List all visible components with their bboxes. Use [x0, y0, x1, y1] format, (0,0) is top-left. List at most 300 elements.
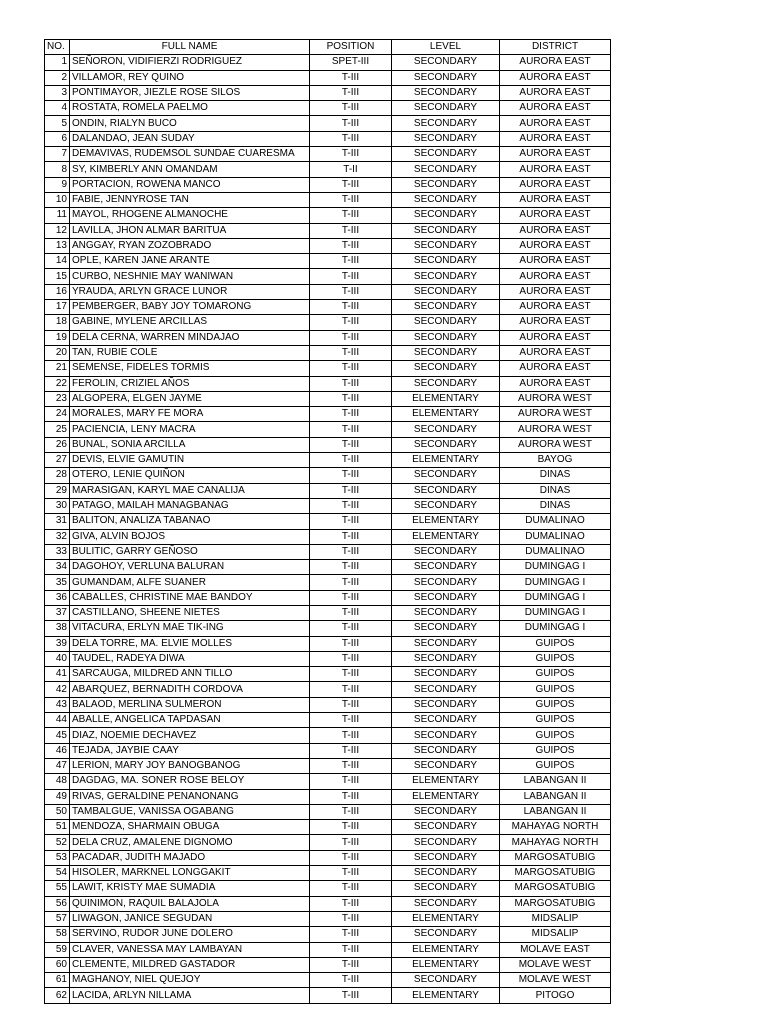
position-cell: T-III	[310, 361, 392, 376]
district-cell: GUIPOS	[500, 636, 611, 651]
full-name-cell: MORALES, MARY FE MORA	[70, 407, 310, 422]
district-cell: AURORA EAST	[500, 284, 611, 299]
teacher-list-table	[44, 39, 611, 1004]
row-number: 48	[45, 774, 70, 789]
district-cell: LABANGAN II	[500, 774, 611, 789]
district-cell: MAHAYAG NORTH	[500, 835, 611, 850]
table-row	[45, 560, 611, 575]
row-number: 3	[45, 85, 70, 100]
level-cell: SECONDARY	[392, 315, 500, 330]
full-name-cell: FABIE, JENNYROSE TAN	[70, 192, 310, 207]
table-row	[45, 147, 611, 162]
position-cell: T-III	[310, 407, 392, 422]
full-name-cell: PONTIMAYOR, JIEZLE ROSE SILOS	[70, 85, 310, 100]
full-name-cell: LIWAGON, JANICE SEGUDAN	[70, 911, 310, 926]
district-cell: AURORA WEST	[500, 437, 611, 452]
table-body	[45, 55, 611, 1003]
position-cell: T-III	[310, 927, 392, 942]
table-row	[45, 223, 611, 238]
position-cell: T-III	[310, 101, 392, 116]
district-cell: MARGOSATUBIG	[500, 896, 611, 911]
level-cell: SECONDARY	[392, 162, 500, 177]
district-cell: DUMINGAG I	[500, 590, 611, 605]
district-cell: AURORA EAST	[500, 300, 611, 315]
district-cell: AURORA EAST	[500, 70, 611, 85]
row-number: 30	[45, 498, 70, 513]
table-row	[45, 774, 611, 789]
level-cell: ELEMENTARY	[392, 391, 500, 406]
position-cell: T-III	[310, 713, 392, 728]
row-number: 16	[45, 284, 70, 299]
full-name-cell: PACADAR, JUDITH MAJADO	[70, 850, 310, 865]
row-number: 4	[45, 101, 70, 116]
full-name-cell: BALAOD, MERLINA SULMERON	[70, 697, 310, 712]
table-row	[45, 621, 611, 636]
table-row	[45, 422, 611, 437]
level-cell: SECONDARY	[392, 835, 500, 850]
district-cell: GUIPOS	[500, 713, 611, 728]
position-cell: T-III	[310, 605, 392, 620]
full-name-cell: ALGOPERA, ELGEN JAYME	[70, 391, 310, 406]
full-name-cell: PACIENCIA, LENY MACRA	[70, 422, 310, 437]
full-name-cell: ROSTATA, ROMELA PAELMO	[70, 101, 310, 116]
position-cell: T-III	[310, 758, 392, 773]
full-name-cell: MAYOL, RHOGENE ALMANOCHE	[70, 208, 310, 223]
level-cell: SECONDARY	[392, 101, 500, 116]
level-cell: SECONDARY	[392, 468, 500, 483]
level-cell: SECONDARY	[392, 70, 500, 85]
row-number: 56	[45, 896, 70, 911]
position-cell: T-III	[310, 131, 392, 146]
table-row	[45, 483, 611, 498]
level-cell: SECONDARY	[392, 284, 500, 299]
district-cell: AURORA EAST	[500, 223, 611, 238]
full-name-cell: DAGDAG, MA. SONER ROSE BELOY	[70, 774, 310, 789]
full-name-cell: LAVILLA, JHON ALMAR BARITUA	[70, 223, 310, 238]
row-number: 15	[45, 269, 70, 284]
table-row	[45, 713, 611, 728]
district-cell: AURORA EAST	[500, 208, 611, 223]
full-name-cell: DIAZ, NOEMIE DECHAVEZ	[70, 728, 310, 743]
full-name-cell: PORTACION, ROWENA MANCO	[70, 177, 310, 192]
position-cell: T-III	[310, 774, 392, 789]
position-cell: T-III	[310, 177, 392, 192]
district-cell: AURORA EAST	[500, 254, 611, 269]
position-cell: T-III	[310, 437, 392, 452]
table-row	[45, 101, 611, 116]
position-cell: T-III	[310, 422, 392, 437]
row-number: 58	[45, 927, 70, 942]
row-number: 47	[45, 758, 70, 773]
district-cell: AURORA EAST	[500, 147, 611, 162]
full-name-cell: MARASIGAN, KARYL MAE CANALIJA	[70, 483, 310, 498]
position-cell: T-III	[310, 238, 392, 253]
full-name-cell: PATAGO, MAILAH MANAGBANAG	[70, 498, 310, 513]
table-row	[45, 177, 611, 192]
level-cell: SECONDARY	[392, 238, 500, 253]
position-cell: T-III	[310, 682, 392, 697]
table-row	[45, 544, 611, 559]
district-cell: DINAS	[500, 498, 611, 513]
district-cell: GUIPOS	[500, 651, 611, 666]
position-cell: T-III	[310, 254, 392, 269]
table-row	[45, 667, 611, 682]
full-name-cell: DELA CRUZ, AMALENE DIGNOMO	[70, 835, 310, 850]
level-cell: SECONDARY	[392, 881, 500, 896]
table-row	[45, 208, 611, 223]
row-number: 54	[45, 866, 70, 881]
full-name-cell: GABINE, MYLENE ARCILLAS	[70, 315, 310, 330]
table-row	[45, 254, 611, 269]
level-cell: SECONDARY	[392, 713, 500, 728]
level-cell: SECONDARY	[392, 177, 500, 192]
district-cell: AURORA EAST	[500, 315, 611, 330]
full-name-cell: OTERO, LENIE QUIÑON	[70, 468, 310, 483]
table-row	[45, 300, 611, 315]
level-cell: SECONDARY	[392, 254, 500, 269]
header-row	[45, 40, 611, 55]
level-cell: ELEMENTARY	[392, 529, 500, 544]
table-row	[45, 116, 611, 131]
full-name-cell: QUINIMON, RAQUIL BALAJOLA	[70, 896, 310, 911]
position-cell: T-III	[310, 208, 392, 223]
level-cell: SECONDARY	[392, 345, 500, 360]
row-number: 5	[45, 116, 70, 131]
district-cell: MOLAVE WEST	[500, 973, 611, 988]
row-number: 2	[45, 70, 70, 85]
district-cell: MOLAVE WEST	[500, 957, 611, 972]
level-cell: SECONDARY	[392, 697, 500, 712]
district-cell: DINAS	[500, 468, 611, 483]
full-name-cell: BUNAL, SONIA ARCILLA	[70, 437, 310, 452]
table-row	[45, 804, 611, 819]
row-number: 57	[45, 911, 70, 926]
row-number: 37	[45, 605, 70, 620]
position-cell: T-III	[310, 70, 392, 85]
table-row	[45, 361, 611, 376]
district-cell: AURORA EAST	[500, 101, 611, 116]
district-cell: MIDSALIP	[500, 911, 611, 926]
table-row	[45, 529, 611, 544]
position-cell: T-III	[310, 850, 392, 865]
level-cell: SECONDARY	[392, 682, 500, 697]
row-number: 36	[45, 590, 70, 605]
position-cell: T-III	[310, 789, 392, 804]
position-cell: T-III	[310, 192, 392, 207]
table-row	[45, 605, 611, 620]
full-name-cell: CLAVER, VANESSA MAY LAMBAYAN	[70, 942, 310, 957]
level-cell: SECONDARY	[392, 973, 500, 988]
table-row	[45, 881, 611, 896]
full-name-cell: TAUDEL, RADEYA DIWA	[70, 651, 310, 666]
table-row	[45, 973, 611, 988]
district-cell: LABANGAN II	[500, 804, 611, 819]
row-number: 19	[45, 330, 70, 345]
table-row	[45, 590, 611, 605]
level-cell: SECONDARY	[392, 483, 500, 498]
table-row	[45, 70, 611, 85]
level-cell: SECONDARY	[392, 636, 500, 651]
position-cell: T-III	[310, 300, 392, 315]
table-row	[45, 514, 611, 529]
level-cell: SECONDARY	[392, 330, 500, 345]
level-cell: ELEMENTARY	[392, 514, 500, 529]
header-no: NO.	[45, 40, 70, 55]
full-name-cell: GUMANDAM, ALFE SUANER	[70, 575, 310, 590]
table-row	[45, 315, 611, 330]
full-name-cell: MENDOZA, SHARMAIN OBUGA	[70, 820, 310, 835]
row-number: 12	[45, 223, 70, 238]
full-name-cell: DEVIS, ELVIE GAMUTIN	[70, 453, 310, 468]
row-number: 13	[45, 238, 70, 253]
row-number: 34	[45, 560, 70, 575]
position-cell: T-III	[310, 942, 392, 957]
district-cell: DUMINGAG I	[500, 605, 611, 620]
position-cell: T-III	[310, 804, 392, 819]
level-cell: ELEMENTARY	[392, 942, 500, 957]
level-cell: ELEMENTARY	[392, 774, 500, 789]
full-name-cell: GIVA, ALVIN BOJOS	[70, 529, 310, 544]
row-number: 20	[45, 345, 70, 360]
district-cell: AURORA WEST	[500, 391, 611, 406]
level-cell: SECONDARY	[392, 820, 500, 835]
full-name-cell: ONDIN, RIALYN BUCO	[70, 116, 310, 131]
position-cell: T-III	[310, 330, 392, 345]
full-name-cell: LAWIT, KRISTY MAE SUMADIA	[70, 881, 310, 896]
level-cell: ELEMENTARY	[392, 789, 500, 804]
district-cell: LABANGAN II	[500, 789, 611, 804]
table-row	[45, 850, 611, 865]
position-cell: T-III	[310, 391, 392, 406]
table-row	[45, 896, 611, 911]
full-name-cell: OPLE, KAREN JANE ARANTE	[70, 254, 310, 269]
full-name-cell: DAGOHOY, VERLUNA BALURAN	[70, 560, 310, 575]
district-cell: MIDSALIP	[500, 927, 611, 942]
level-cell: SECONDARY	[392, 55, 500, 70]
district-cell: AURORA EAST	[500, 345, 611, 360]
table-row	[45, 437, 611, 452]
row-number: 11	[45, 208, 70, 223]
table-row	[45, 835, 611, 850]
row-number: 21	[45, 361, 70, 376]
level-cell: SECONDARY	[392, 927, 500, 942]
table-row	[45, 911, 611, 926]
row-number: 26	[45, 437, 70, 452]
row-number: 32	[45, 529, 70, 544]
district-cell: AURORA EAST	[500, 85, 611, 100]
full-name-cell: DELA CERNA, WARREN MINDAJAO	[70, 330, 310, 345]
position-cell: T-III	[310, 376, 392, 391]
district-cell: AURORA WEST	[500, 407, 611, 422]
row-number: 25	[45, 422, 70, 437]
level-cell: SECONDARY	[392, 85, 500, 100]
level-cell: SECONDARY	[392, 131, 500, 146]
row-number: 59	[45, 942, 70, 957]
table-row	[45, 743, 611, 758]
row-number: 10	[45, 192, 70, 207]
position-cell: T-III	[310, 498, 392, 513]
district-cell: DUMALINAO	[500, 514, 611, 529]
level-cell: ELEMENTARY	[392, 453, 500, 468]
full-name-cell: TEJADA, JAYBIE CAAY	[70, 743, 310, 758]
district-cell: MARGOSATUBIG	[500, 866, 611, 881]
position-cell: T-III	[310, 728, 392, 743]
position-cell: T-III	[310, 315, 392, 330]
table-row	[45, 942, 611, 957]
position-cell: T-III	[310, 529, 392, 544]
table-row	[45, 345, 611, 360]
table-row	[45, 682, 611, 697]
level-cell: SECONDARY	[392, 376, 500, 391]
row-number: 22	[45, 376, 70, 391]
position-cell: T-III	[310, 147, 392, 162]
row-number: 49	[45, 789, 70, 804]
table-row	[45, 162, 611, 177]
level-cell: SECONDARY	[392, 361, 500, 376]
row-number: 46	[45, 743, 70, 758]
position-cell: SPET-III	[310, 55, 392, 70]
table-row	[45, 988, 611, 1003]
level-cell: ELEMENTARY	[392, 407, 500, 422]
position-cell: T-III	[310, 651, 392, 666]
position-cell: T-III	[310, 269, 392, 284]
full-name-cell: VITACURA, ERLYN MAE TIK-ING	[70, 621, 310, 636]
district-cell: GUIPOS	[500, 758, 611, 773]
full-name-cell: DALANDAO, JEAN SUDAY	[70, 131, 310, 146]
row-number: 53	[45, 850, 70, 865]
row-number: 50	[45, 804, 70, 819]
district-cell: MARGOSATUBIG	[500, 881, 611, 896]
row-number: 62	[45, 988, 70, 1003]
table-row	[45, 820, 611, 835]
district-cell: DINAS	[500, 483, 611, 498]
header-position: POSITION	[310, 40, 392, 55]
position-cell: T-III	[310, 453, 392, 468]
full-name-cell: PEMBERGER, BABY JOY TOMARONG	[70, 300, 310, 315]
district-cell: AURORA EAST	[500, 269, 611, 284]
level-cell: SECONDARY	[392, 605, 500, 620]
district-cell: AURORA EAST	[500, 177, 611, 192]
header-district: DISTRICT	[500, 40, 611, 55]
position-cell: T-III	[310, 835, 392, 850]
position-cell: T-III	[310, 621, 392, 636]
level-cell: SECONDARY	[392, 300, 500, 315]
row-number: 24	[45, 407, 70, 422]
full-name-cell: BALITON, ANALIZA TABANAO	[70, 514, 310, 529]
row-number: 29	[45, 483, 70, 498]
district-cell: AURORA EAST	[500, 330, 611, 345]
full-name-cell: LACIDA, ARLYN NILLAMA	[70, 988, 310, 1003]
district-cell: AURORA EAST	[500, 192, 611, 207]
level-cell: ELEMENTARY	[392, 988, 500, 1003]
district-cell: AURORA EAST	[500, 162, 611, 177]
full-name-cell: VILLAMOR, REY QUINO	[70, 70, 310, 85]
district-cell: AURORA EAST	[500, 131, 611, 146]
row-number: 1	[45, 55, 70, 70]
table-row	[45, 728, 611, 743]
table-row	[45, 468, 611, 483]
row-number: 38	[45, 621, 70, 636]
table-row	[45, 957, 611, 972]
position-cell: T-III	[310, 911, 392, 926]
level-cell: SECONDARY	[392, 667, 500, 682]
district-cell: MAHAYAG NORTH	[500, 820, 611, 835]
district-cell: GUIPOS	[500, 743, 611, 758]
level-cell: SECONDARY	[392, 621, 500, 636]
row-number: 18	[45, 315, 70, 330]
level-cell: SECONDARY	[392, 192, 500, 207]
full-name-cell: LERION, MARY JOY BANOGBANOG	[70, 758, 310, 773]
full-name-cell: CURBO, NESHNIE MAY WANIWAN	[70, 269, 310, 284]
row-number: 42	[45, 682, 70, 697]
level-cell: SECONDARY	[392, 896, 500, 911]
position-cell: T-III	[310, 973, 392, 988]
level-cell: SECONDARY	[392, 575, 500, 590]
position-cell: T-III	[310, 590, 392, 605]
row-number: 17	[45, 300, 70, 315]
row-number: 6	[45, 131, 70, 146]
district-cell: GUIPOS	[500, 682, 611, 697]
level-cell: SECONDARY	[392, 498, 500, 513]
district-cell: MARGOSATUBIG	[500, 850, 611, 865]
district-cell: AURORA WEST	[500, 422, 611, 437]
table-row	[45, 391, 611, 406]
level-cell: SECONDARY	[392, 651, 500, 666]
level-cell: SECONDARY	[392, 758, 500, 773]
level-cell: ELEMENTARY	[392, 911, 500, 926]
level-cell: SECONDARY	[392, 437, 500, 452]
table-row	[45, 85, 611, 100]
full-name-cell: DELA TORRE, MA. ELVIE MOLLES	[70, 636, 310, 651]
row-number: 39	[45, 636, 70, 651]
header-full-name: FULL NAME	[70, 40, 310, 55]
row-number: 55	[45, 881, 70, 896]
row-number: 9	[45, 177, 70, 192]
district-cell: AURORA EAST	[500, 55, 611, 70]
full-name-cell: ANGGAY, RYAN ZOZOBRADO	[70, 238, 310, 253]
district-cell: PITOGO	[500, 988, 611, 1003]
district-cell: BAYOG	[500, 453, 611, 468]
position-cell: T-III	[310, 345, 392, 360]
row-number: 44	[45, 713, 70, 728]
position-cell: T-III	[310, 514, 392, 529]
full-name-cell: SEÑORON, VIDIFIERZI RODRIGUEZ	[70, 55, 310, 70]
table-row	[45, 238, 611, 253]
full-name-cell: BULITIC, GARRY GEÑOSO	[70, 544, 310, 559]
level-cell: SECONDARY	[392, 728, 500, 743]
header-level: LEVEL	[392, 40, 500, 55]
district-cell: DUMALINAO	[500, 529, 611, 544]
position-cell: T-III	[310, 866, 392, 881]
table-row	[45, 330, 611, 345]
full-name-cell: SERVINO, RUDOR JUNE DOLERO	[70, 927, 310, 942]
position-cell: T-III	[310, 116, 392, 131]
district-cell: DUMALINAO	[500, 544, 611, 559]
position-cell: T-III	[310, 743, 392, 758]
district-cell: DUMINGAG I	[500, 575, 611, 590]
district-cell: DUMINGAG I	[500, 560, 611, 575]
full-name-cell: YRAUDA, ARLYN GRACE LUNOR	[70, 284, 310, 299]
district-cell: MOLAVE EAST	[500, 942, 611, 957]
position-cell: T-III	[310, 697, 392, 712]
table-row	[45, 453, 611, 468]
district-cell: GUIPOS	[500, 667, 611, 682]
table-row	[45, 192, 611, 207]
level-cell: SECONDARY	[392, 223, 500, 238]
level-cell: SECONDARY	[392, 269, 500, 284]
table-row	[45, 407, 611, 422]
row-number: 43	[45, 697, 70, 712]
